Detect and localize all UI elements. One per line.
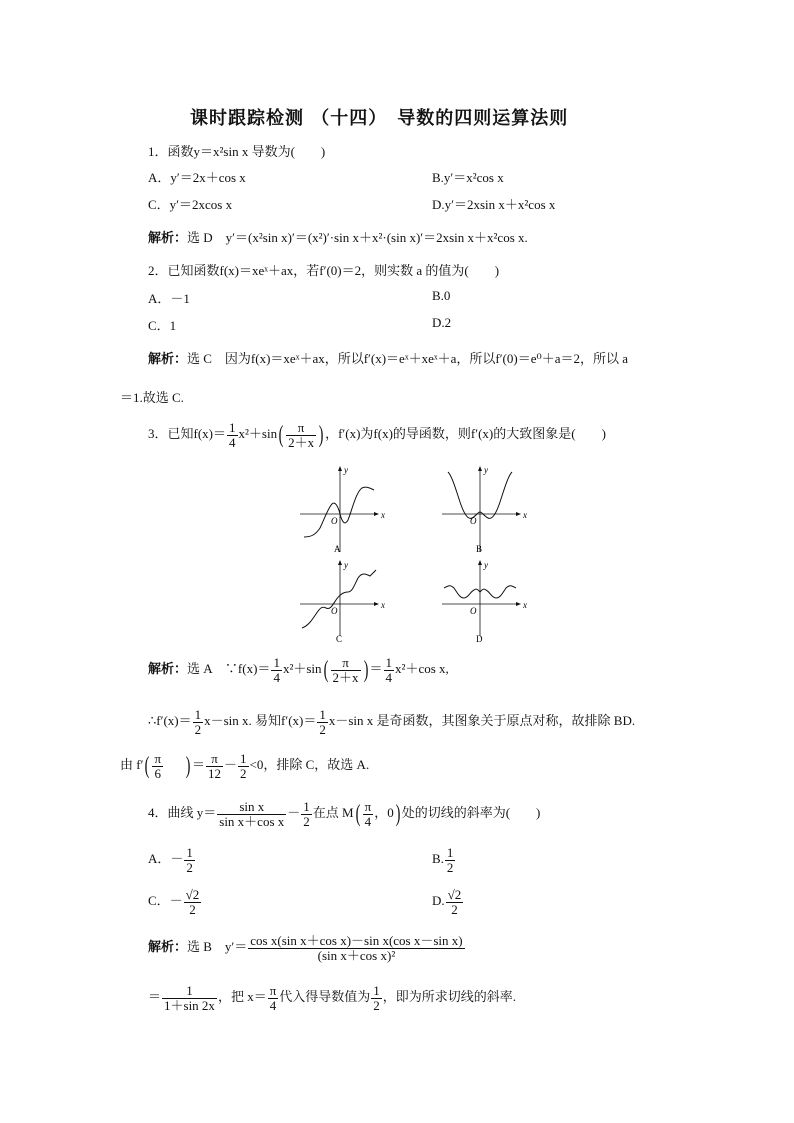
q2-solution-line2: ＝1.故选 C. (120, 390, 184, 405)
q1-solution-label: 解析： (148, 230, 188, 245)
frac-den: 2＋x (288, 434, 315, 450)
fraction-1-4 (271, 656, 282, 684)
y-arrow-icon (478, 560, 482, 565)
y-label: y (484, 465, 488, 475)
y-arrow-icon (478, 466, 482, 471)
frac-den: 2 (446, 859, 454, 875)
graph-label: B (476, 544, 483, 554)
q2-option-a: A．－1 (148, 291, 190, 306)
text: 由 f′ (120, 757, 144, 773)
q4-solution-line2 (148, 984, 516, 1012)
q2-solution-line1 (148, 348, 628, 367)
x-arrow-icon (516, 512, 521, 516)
text: ∴f′(x)＝ (148, 713, 192, 729)
frac-den: sin x＋cos x (219, 813, 285, 829)
y-arrow-icon (338, 560, 342, 565)
q4-solution-label: 解析： (148, 939, 188, 955)
graph-label: C (336, 634, 343, 644)
frac-den: (sin x＋cos x)² (317, 947, 396, 963)
text: C．－ (148, 893, 183, 909)
y-arrow-icon (338, 466, 342, 471)
frac-den: 12 (208, 765, 222, 781)
x-label: x (381, 600, 385, 610)
frac-num: π (286, 421, 316, 436)
text: 0 (387, 805, 394, 821)
fraction-sqrt2-2 (184, 888, 202, 916)
text: x²＋cos x, (395, 661, 449, 677)
text: <0，排除 C，故选 A. (249, 757, 370, 773)
frac-num: π (154, 751, 162, 766)
fraction-1-over-1plussin2x (162, 984, 217, 1012)
frac-num: √2 (447, 887, 462, 902)
q2-option-b: B.0 (432, 288, 451, 303)
text: ＝ (192, 757, 206, 773)
fraction-1-4 (227, 421, 238, 449)
text: 4．曲线 y＝ (148, 805, 217, 821)
frac-den: 2 (319, 721, 326, 737)
text: 处的切线的斜率为( ) (401, 805, 541, 821)
text: ，把 x＝ (217, 989, 267, 1005)
frac-num: 1 (373, 983, 380, 998)
y-label: y (344, 465, 348, 475)
frac-den: 2 (240, 765, 247, 781)
fraction-1-2 (184, 846, 195, 874)
text: ，即为所求切线的斜率. (382, 989, 517, 1005)
text: 在点 M (312, 805, 354, 821)
frac-num: 1 (229, 420, 236, 435)
frac-den: 4 (229, 434, 236, 450)
frac-den: 1＋sin 2x (164, 997, 215, 1013)
q1-solution-text: 选 D y′＝(x²sin x)′＝(x²)′·sin x＋x²·(sin x)′＝2xsin x＋x²cos x. (187, 230, 528, 245)
x-arrow-icon (374, 512, 379, 516)
fraction-pi-4 (363, 800, 374, 828)
y-label: y (484, 560, 488, 570)
frac-den: 2＋x (332, 669, 359, 685)
q3-solution-label: 解析： (148, 661, 188, 677)
graph-label: D (476, 634, 483, 644)
text: － (224, 757, 238, 773)
x-label: x (523, 510, 527, 520)
graph-label: A (334, 544, 341, 554)
curve (304, 487, 374, 537)
right-paren: ) (363, 657, 368, 684)
fraction-pi-2 (286, 421, 316, 449)
fraction-1-4 (384, 656, 395, 684)
fraction-pi-12 (206, 752, 223, 780)
q3-solution-line1 (148, 656, 449, 684)
q4-option-d (432, 888, 464, 916)
q1-solution (148, 227, 528, 246)
text: － (287, 805, 301, 821)
text: 代入得导数值为 (279, 989, 371, 1005)
origin-label: O (470, 606, 477, 616)
fraction-1-2 (445, 846, 456, 874)
q4-option-c (148, 888, 202, 916)
origin-label: O (331, 516, 338, 526)
frac-den: 4 (273, 669, 280, 685)
right-paren: ) (395, 801, 401, 828)
frac-num: π (269, 983, 277, 998)
q4-solution-line1 (148, 934, 466, 962)
graph-d (432, 558, 532, 648)
q2-stem: 2．已知函数f(x)＝xeˣ＋ax，若f′(0)＝2，则实数 a 的值为( ) (148, 263, 500, 278)
frac-num: 1 (303, 799, 310, 814)
fraction-pi-2 (331, 656, 361, 684)
x-label: x (523, 600, 527, 610)
fraction-sinx-over-sum (217, 800, 286, 828)
q3-stem (148, 421, 606, 449)
fraction-pi-4 (268, 984, 279, 1012)
q2-option-c: C．1 (148, 318, 177, 333)
fraction-1-2 (301, 800, 312, 828)
x-arrow-icon (516, 602, 521, 606)
fraction-1-2 (193, 708, 204, 736)
text: A．－ (148, 851, 184, 867)
fraction-1-2 (371, 984, 382, 1012)
x-label: x (381, 510, 385, 520)
q4-option-b (432, 846, 456, 874)
frac-num: 1 (240, 751, 247, 766)
q4-option-a (148, 846, 196, 874)
q1-option-d: D.y′＝2xsin x＋x²cos x (432, 197, 556, 212)
text: x－sin x. 易知f′(x)＝ (204, 713, 317, 729)
q4-stem (148, 800, 540, 828)
frac-den: 2 (303, 813, 310, 829)
text: x²＋sin (282, 661, 322, 677)
frac-num: √2 (185, 887, 200, 902)
fraction-pi-6 (152, 752, 163, 780)
graph-b (432, 462, 532, 557)
text: ＝ (369, 661, 383, 677)
origin-label: O (331, 606, 338, 616)
frac-den: 2 (186, 859, 193, 875)
fraction-1-2 (317, 708, 328, 736)
q2-solution-label: 解析： (148, 351, 188, 366)
frac-num: π (206, 752, 223, 767)
frac-num: cos x(sin x＋cos x)－sin x(cos x－sin x) (250, 933, 463, 948)
frac-den: 4 (269, 997, 277, 1013)
frac-den: 6 (154, 765, 161, 781)
frac-num: π (364, 799, 372, 814)
q3-solution-line2 (148, 708, 635, 736)
frac-den: 4 (385, 669, 393, 685)
curve (302, 570, 376, 628)
frac-den: 2 (194, 721, 202, 737)
q1-option-c: C．y′＝2xcos x (148, 197, 233, 212)
frac-num: 1 (385, 655, 393, 670)
graph-c (290, 558, 390, 648)
frac-num: 1 (319, 707, 326, 722)
q3-stem-pre: 3．已知f(x)＝ (148, 426, 226, 442)
q1-option-a: A．y′＝2x＋cos x (148, 170, 246, 185)
frac-num: 1 (162, 984, 217, 999)
q2-option-d: D.2 (432, 315, 452, 330)
left-paren: ( (278, 422, 284, 449)
text: D. (432, 893, 445, 909)
right-paren: ) (318, 422, 324, 449)
frac-num: 1 (446, 845, 454, 860)
frac-den: 2 (189, 901, 196, 917)
fraction-sqrt2-2 (446, 888, 464, 916)
frac-den: 2 (373, 997, 380, 1013)
y-label: y (344, 560, 348, 570)
text: ＝ (148, 989, 162, 1005)
fraction-derivative (248, 934, 464, 962)
left-paren: ( (323, 657, 328, 684)
frac-den: 4 (364, 813, 372, 829)
left-paren: ( (355, 801, 361, 828)
frac-den: 2 (451, 901, 458, 917)
text: 选 B y′＝ (187, 939, 248, 955)
q1-option-b: B.y′＝x²cos x (432, 170, 504, 185)
frac-num: 1 (273, 655, 280, 670)
origin-label: O (470, 516, 477, 526)
q1-stem: 1．函数y＝x²sin x 导数为( ) (148, 144, 326, 159)
x-arrow-icon (374, 602, 379, 606)
q2-solution-text: 选 C 因为f(x)＝xeˣ＋ax，所以f′(x)＝eˣ＋xeˣ＋a，所以f′(0)＝e⁰＋a＝2，所以 a (187, 351, 628, 366)
text: 选 A ∵f(x)＝ (187, 661, 271, 677)
right-paren: ) (185, 753, 191, 780)
frac-num: π (331, 656, 361, 671)
q3-stem-mid: x²＋sin (238, 426, 278, 442)
text: x－sin x 是奇函数，其图象关于原点对称，故排除 BD. (328, 713, 636, 729)
fraction-1-2 (238, 752, 249, 780)
frac-num: 1 (186, 845, 193, 860)
q3-solution-line3 (120, 752, 369, 780)
frac-num: sin x (217, 800, 286, 815)
graph-a (290, 462, 390, 557)
frac-num: 1 (194, 707, 202, 722)
text: ， (374, 805, 388, 821)
q3-stem-post: ，f′(x)为f(x)的导函数，则f′(x)的大致图象是( ) (325, 426, 606, 442)
left-paren: ( (145, 753, 150, 780)
page-title: 课时跟踪检测 （十四） 导数的四则运算法则 (190, 108, 569, 129)
text: B. (432, 851, 444, 867)
